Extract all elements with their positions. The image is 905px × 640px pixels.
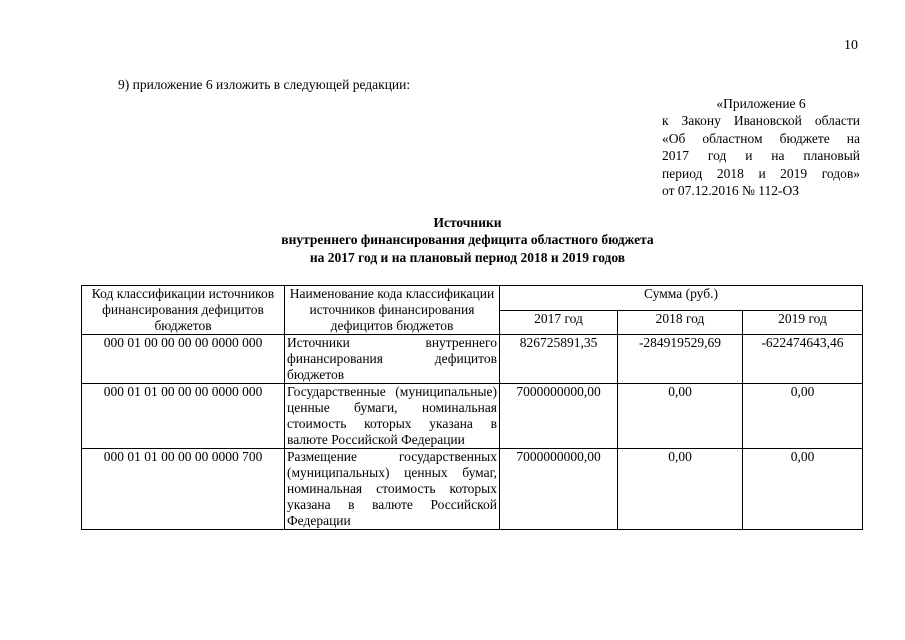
page-number: 10 [844, 38, 858, 53]
header-sum: Сумма (руб.) [500, 286, 863, 311]
table-row [82, 335, 863, 384]
appendix-line: «Об областном бюджете на [662, 130, 860, 146]
document-title [110, 214, 825, 266]
intro-text: 9) приложение 6 изложить в следующей редакции: [118, 77, 411, 92]
header-name: Наименование кода классификации источников финансирования дефицитов бюджетов [285, 286, 500, 335]
header-year-2017: 2017 год [500, 310, 618, 335]
header-year-2019: 2019 год [743, 310, 863, 335]
row-amount-2017: 7000000000,00 [500, 384, 618, 449]
title-line: Источники [433, 215, 502, 230]
row-amount-2019: 0,00 [743, 449, 863, 530]
table-header-row [82, 286, 863, 311]
row-amount-2019: 0,00 [743, 384, 863, 449]
appendix-line: 2017 год и на плановый [662, 148, 860, 164]
header-year-2018: 2018 год [618, 310, 743, 335]
row-name: Размещение государственных (муниципальных) ценных бумаг, номинальная стоимость которых указана в валюте Российской Федерации [285, 449, 500, 530]
appendix-line: период 2018 и 2019 годов» [662, 165, 860, 181]
row-name: Источники внутреннего финансирования дефицитов бюджетов [285, 335, 500, 384]
appendix-line: от 07.12.2016 № 112-ОЗ [662, 183, 799, 199]
row-amount-2017: 7000000000,00 [500, 449, 618, 530]
header-code: Код классификации источников финансирования дефицитов бюджетов [82, 286, 285, 335]
row-amount-2018: 0,00 [618, 384, 743, 449]
row-code: 000 01 01 00 00 00 0000 700 [82, 449, 285, 530]
title-line: на 2017 год и на плановый период 2018 и 2019 годов [309, 249, 626, 265]
appendix-line: «Приложение 6 [716, 96, 806, 111]
row-amount-2018: -284919529,69 [618, 335, 743, 384]
table-row [82, 449, 863, 530]
row-amount-2018: 0,00 [618, 449, 743, 530]
row-code: 000 01 00 00 00 00 0000 000 [82, 335, 285, 384]
row-amount-2019: -622474643,46 [743, 335, 863, 384]
title-line: внутреннего финансирования дефицита областного бюджета [281, 232, 654, 248]
row-amount-2017: 826725891,35 [500, 335, 618, 384]
appendix-reference [662, 95, 860, 199]
row-name: Государственные (муниципальные) ценные бумаги, номинальная стоимость которых указана в валюте Российской Федерации [285, 384, 500, 449]
table-row [82, 384, 863, 449]
sources-table [81, 285, 863, 530]
row-code: 000 01 01 00 00 00 0000 000 [82, 384, 285, 449]
appendix-line: к Закону Ивановской области [662, 113, 860, 129]
